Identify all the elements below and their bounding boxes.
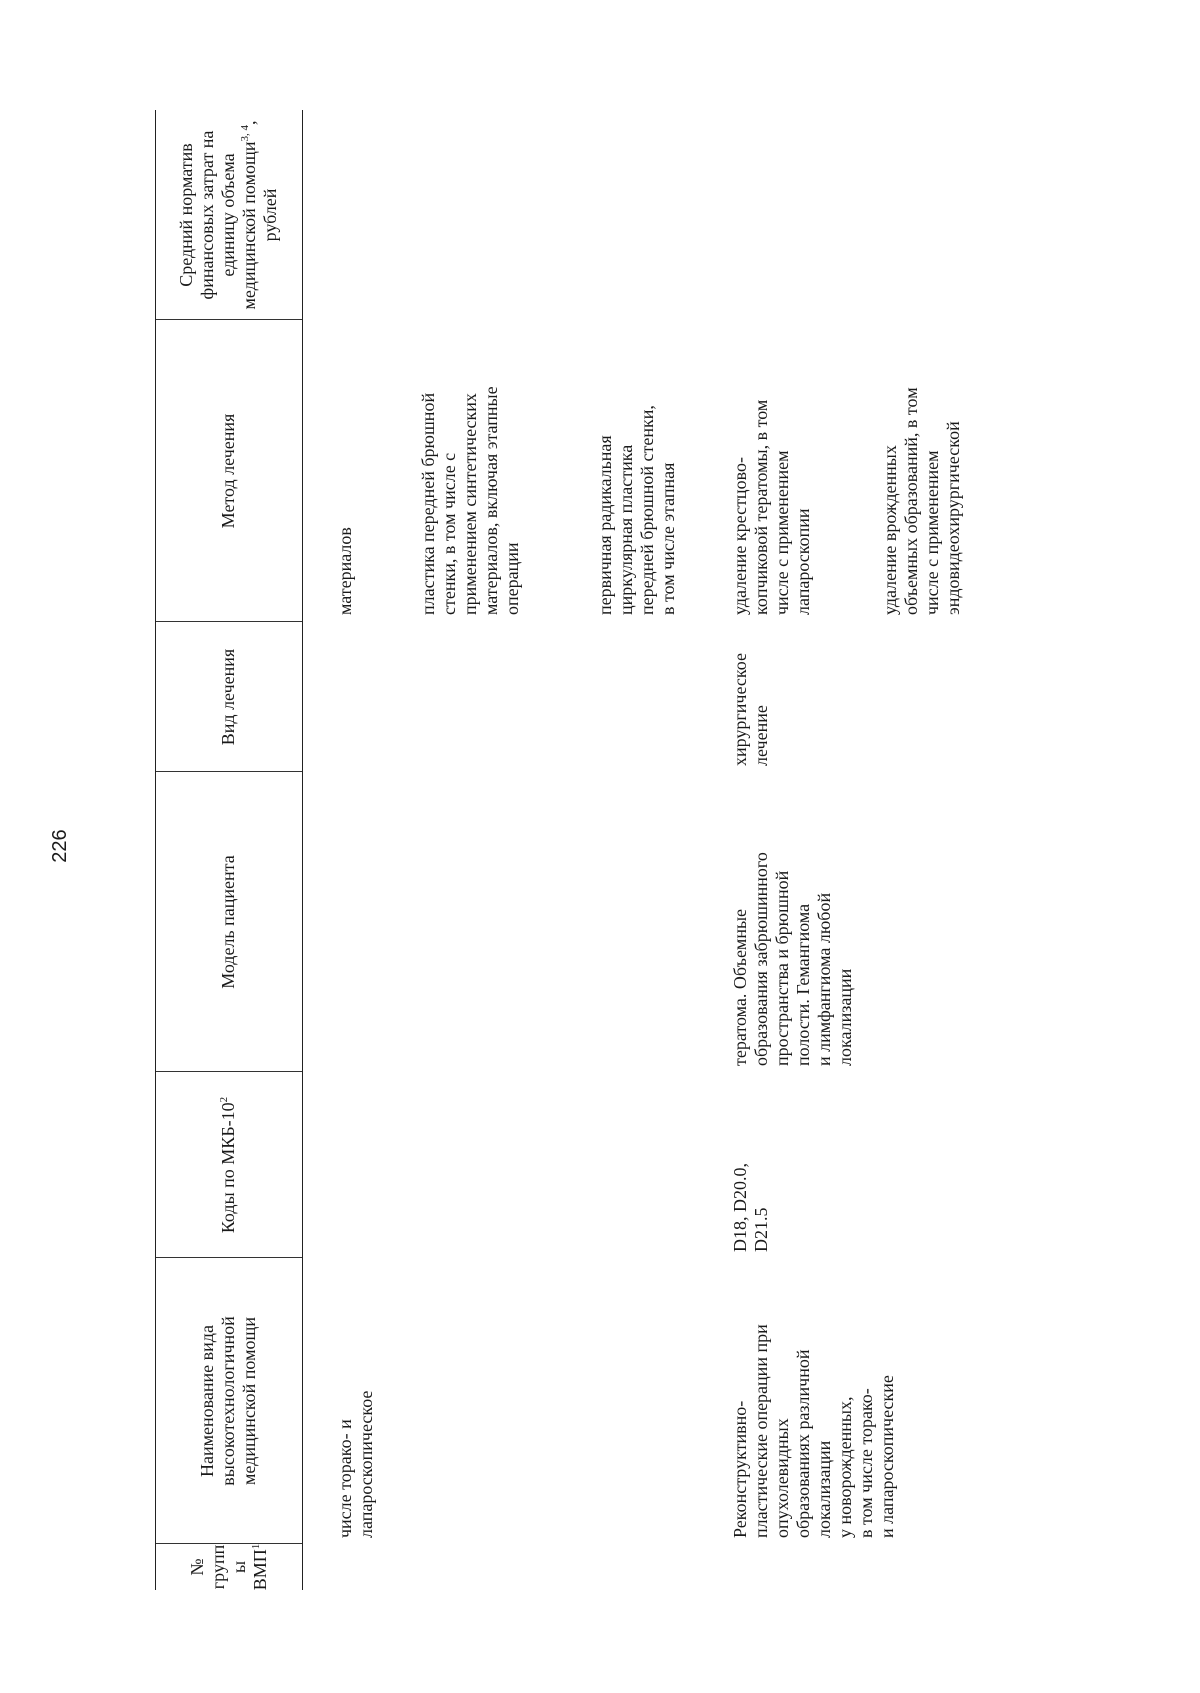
row4-treatment-type: хирургическое лечение	[730, 653, 771, 766]
rotated-table	[155, 110, 1155, 1590]
header-icd-codes: Коды по МКБ-$10^2$	[218, 1096, 238, 1234]
row4-vmp-name: Реконструктивно- пластические операции при опухолевидных образованиях различной локализации у новорожденных, в том числе торако- и лапароскопические	[730, 1324, 897, 1538]
header-treatment-type: Вид лечения	[218, 648, 238, 746]
row4-method: удаление крестцово- копчиковой тератомы, в том числе с применением лапароскопии	[730, 399, 813, 615]
row3-method: первичная радикальная циркулярная пластика передней брюшной стенки, в том числе этапная	[595, 405, 678, 615]
row2-method: пластика передней брюшной стенки, в том числе с применением синтетических материалов, включая этапные операции	[418, 386, 522, 615]
page-number: 226	[49, 829, 71, 863]
header-cost-standard: Средний норматив финансовых затрат на единицу объема медицинской помощи$^{3, 4}$, рублей	[176, 120, 280, 310]
row4-patient-model: тератома. Объемные образования забрюшинного пространства и брюшной полости. Гемангиома и лимфангиома любой локализации	[730, 852, 855, 1066]
row1-vmp-name: числе торако- и лапароскопическое	[335, 1390, 376, 1538]
row5-method: удаление врожденных объемных образований, в том числе с применением эндовидеохирургической	[880, 387, 963, 615]
row4-icd-codes: D18, D20.0, D21.5	[730, 1163, 771, 1252]
row1-method: материалов	[335, 527, 355, 615]
table-header	[155, 110, 303, 1590]
header-patient-model: Модель пациента	[218, 855, 238, 989]
header-treatment-method: Метод лечения	[218, 413, 238, 529]
header-vmp-name: Наименование вида высокотехнологичной медицинской помощи	[197, 1316, 259, 1486]
header-group-number: № групп ы ВМП$^1$	[186, 1543, 270, 1591]
